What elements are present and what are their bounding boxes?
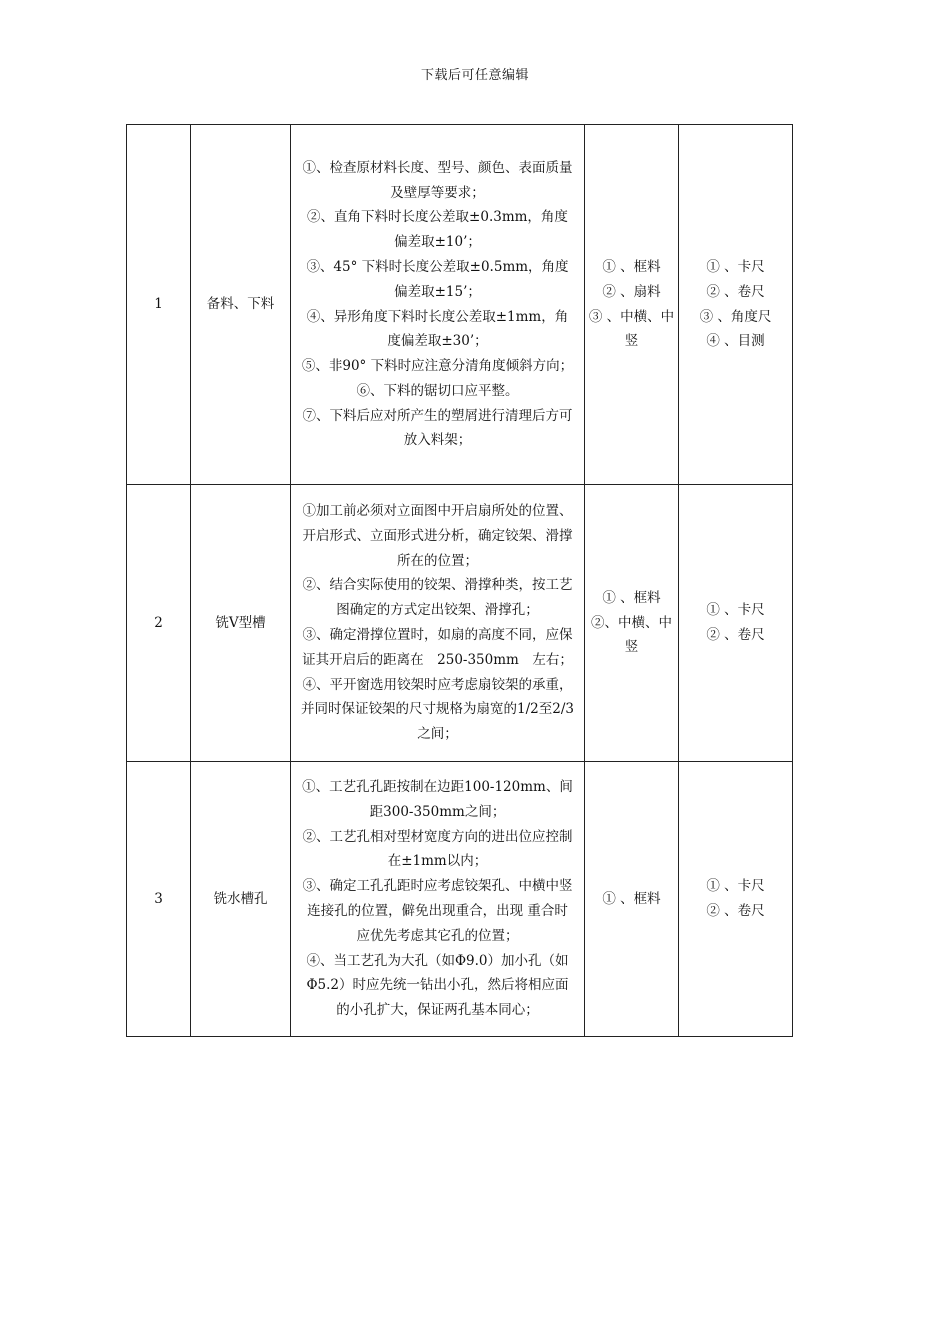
table-row <box>127 125 793 485</box>
requirement-item: ③、确定滑撑位置时，如扇的高度不同，应保证其开启后的距离在 250-350mm 左右； <box>302 627 573 668</box>
tool-item: ① 、卡尺 <box>706 258 765 275</box>
header-note: 下载后可任意编辑 <box>420 68 529 83</box>
tool-item: ② 、卷尺 <box>706 283 765 300</box>
table-row <box>127 762 793 1037</box>
requirement-item: ⑦、下料后应对所产生的塑屑进行清理后方可放入料架； <box>302 407 573 449</box>
table-row <box>127 485 793 762</box>
row-number: 2 <box>127 485 191 762</box>
process-name: 铣水槽孔 <box>191 762 291 1037</box>
process-table <box>126 124 793 1037</box>
tool-item: ③ 、角度尺 <box>699 308 772 325</box>
requirement-item: ①、工艺孔孔距按制在边距100-120mm、间距300-350mm之间； <box>302 779 573 820</box>
requirement-item: ③、45° 下料时长度公差取±0.5mm，角度偏差取±15’； <box>306 258 569 300</box>
part-item: ① 、框料 <box>602 589 661 606</box>
requirement-item: ④、异形角度下料时长度公差取±1mm，角度偏差取±30’； <box>306 308 569 350</box>
requirement-item: ①、检查原材料长度、型号、颜色、表面质量及壁厚等要求； <box>302 159 573 201</box>
requirement-item: ③、确定工孔孔距时应考虑铰架孔、中横中竖连接孔的位置，僻免出现重合，出现 重合时应优先考虑其它孔的位置； <box>302 878 573 944</box>
requirements-cell <box>291 762 585 1037</box>
tools-cell <box>679 485 793 762</box>
requirement-item: ⑤、非90° 下料时应注意分清角度倾斜方向； <box>301 358 574 375</box>
part-item: ① 、框料 <box>602 258 661 275</box>
parts-cell <box>585 762 679 1037</box>
requirement-item: ②、结合实际使用的铰架、滑撑种类，按工艺图确定的方式定出铰架、滑撑孔； <box>302 577 573 619</box>
requirement-item: ④、平开窗选用铰架时应考虑扇铰架的承重，并同时保证铰架的尺寸规格为扇宽的1/2至2/3之间； <box>301 676 574 743</box>
row-number: 3 <box>127 762 191 1037</box>
tool-item: ④ 、目测 <box>706 333 765 350</box>
process-name: 铣V型槽 <box>191 485 291 762</box>
requirements-cell <box>291 125 585 485</box>
parts-cell <box>585 125 679 485</box>
requirement-item: ④、当工艺孔为大孔（如Φ9.0）加小孔（如Φ5.2）时应先统一钻出小孔，然后将相应面的小孔扩大，保证两孔基本同心； <box>306 952 569 1019</box>
tool-item: ② 、卷尺 <box>706 903 765 919</box>
tool-item: ① 、卡尺 <box>706 878 765 895</box>
part-item: ②、中横、中竖 <box>591 614 672 656</box>
parts-cell <box>585 485 679 762</box>
requirement-item: ①加工前必须对立面图中开启扇所处的位置、开启形式、立面形式进分析，确定铰架、滑撑所在的位置； <box>302 503 573 569</box>
requirement-item: ②、工艺孔相对型材宽度方向的进出位应控制在±1mm以内； <box>302 828 573 870</box>
process-name: 备料、下料 <box>191 125 291 485</box>
part-item: ② 、扇料 <box>602 283 661 300</box>
part-item: ① 、框料 <box>602 890 661 907</box>
tool-item: ② 、卷尺 <box>706 627 765 643</box>
tools-cell <box>679 125 793 485</box>
part-item: ③ 、中横、中竖 <box>588 308 675 350</box>
row-number: 1 <box>127 125 191 485</box>
tool-item: ① 、卡尺 <box>706 602 765 619</box>
requirements-cell <box>291 485 585 762</box>
requirement-item: ⑥、下料的锯切口应平整。 <box>356 382 519 399</box>
requirement-item: ②、直角下料时长度公差取±0.3mm，角度偏差取±10’； <box>307 209 568 251</box>
tools-cell <box>679 762 793 1037</box>
